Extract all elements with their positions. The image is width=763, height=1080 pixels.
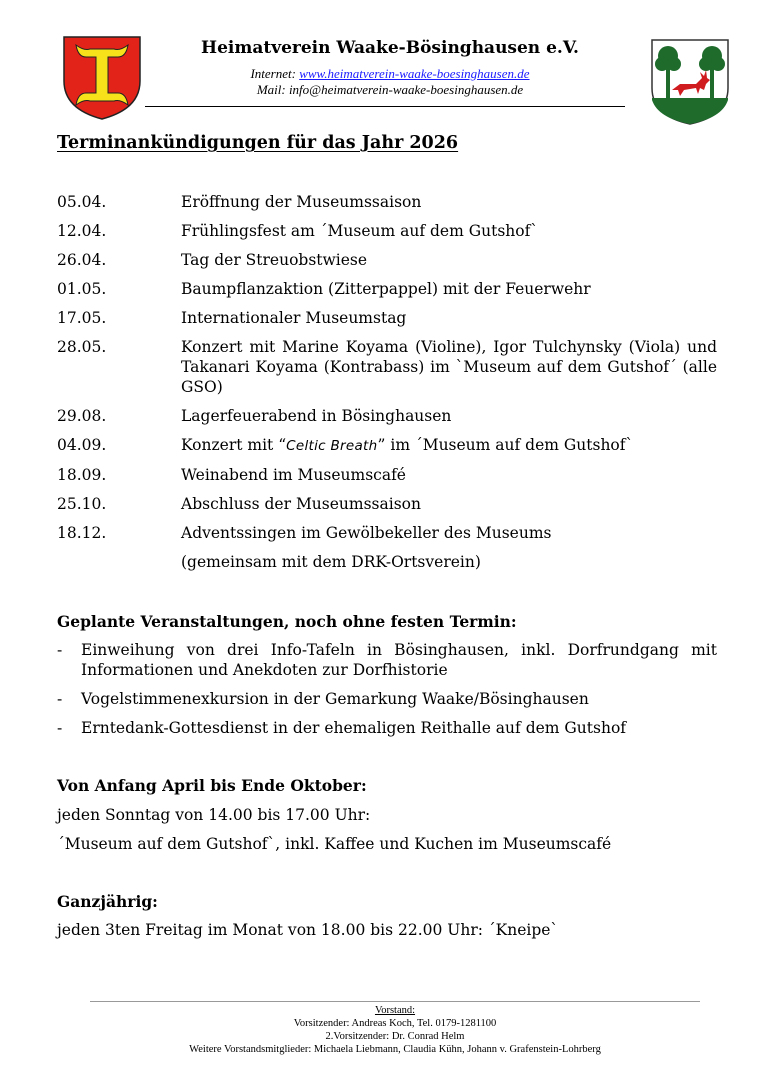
event-text: Internationaler Museumstag <box>181 309 407 327</box>
event-date: 29.08. <box>57 407 107 425</box>
event-text: Frühlingsfest am ´Museum auf dem Gutshof` <box>181 222 539 240</box>
season-description: ´Museum auf dem Gutshof`, inkl. Kaffee und Kuchen im Museumscafé <box>57 835 612 853</box>
event-text: Eröffnung der Museumssaison <box>181 193 422 211</box>
event-text: Baumpflanzaktion (Zitterpappel) mit der Feuerwehr <box>181 280 591 298</box>
mail-line: Mail: info@heimatverein-waake-boesinghausen.de <box>256 82 524 97</box>
event-date: 04.09. <box>57 436 107 454</box>
event-text: Adventssingen im Gewölbekeller des Museums <box>181 524 552 542</box>
event-row <box>57 250 717 270</box>
event-row <box>57 494 717 514</box>
event-row <box>57 192 717 212</box>
event-row <box>57 465 717 485</box>
organization-name: Heimatverein Waake-Bösinghausen e.V. <box>201 38 579 58</box>
dash-bullet: - <box>57 641 63 659</box>
header-divider <box>145 106 625 107</box>
event-text: Tag der Streuobstwiese <box>181 251 368 269</box>
internet-line <box>150 66 630 82</box>
event-text: Abschluss der Museumssaison <box>181 495 421 513</box>
list-item <box>57 689 717 709</box>
footer-vice-chair: 2.Vorsitzender: Dr. Conrad Helm <box>325 1031 465 1042</box>
dash-bullet: - <box>57 690 63 708</box>
list-item-text: Einweihung von drei Info-Tafeln in Bösinghausen, inkl. Dorfrundgang mit Informationen und Anekdoten zur Dorfhistorie <box>81 641 717 679</box>
event-date: 12.04. <box>57 222 107 240</box>
event-date: 28.05. <box>57 338 107 356</box>
footer-members: Weitere Vorstandsmitglieder: Michaela Liebmann, Claudia Kühn, Johann v. Grafenstein-Lohrberg <box>189 1044 601 1055</box>
event-list <box>57 192 717 581</box>
event-row <box>57 279 717 299</box>
event-row <box>57 435 717 456</box>
footer-chair: Vorsitzender: Andreas Koch, Tel. 0179-1281100 <box>293 1018 497 1029</box>
season-schedule: jeden Sonntag von 14.00 bis 17.00 Uhr: <box>57 806 371 824</box>
event-text-block <box>181 523 717 572</box>
event-date: 18.12. <box>57 524 107 542</box>
event-date: 05.04. <box>57 193 107 211</box>
event-date: 25.10. <box>57 495 107 513</box>
event-date: 01.05. <box>57 280 107 298</box>
footer-title: Vorstand: <box>374 1005 416 1016</box>
event-row <box>57 221 717 241</box>
list-item-text: Erntedank-Gottesdienst in der ehemaligen Reithalle auf dem Gutshof <box>81 719 627 737</box>
website-link[interactable]: www.heimatverein-waake-boesinghausen.de <box>299 66 530 81</box>
event-text: Konzert mit Marine Koyama (Violine), Igor Tulchynsky (Viola) und Takanari Koyama (Kontrabass) im `Museum auf dem Gutshof´ (alle GSO) <box>181 338 717 396</box>
event-text-part: Konzert mit “ <box>181 436 287 454</box>
footer <box>90 1004 700 1056</box>
event-row <box>57 337 717 397</box>
list-item-text: Vogelstimmenexkursion in der Gemarkung Waake/Bösinghausen <box>81 690 589 708</box>
event-row <box>57 406 717 426</box>
yearround-heading: Ganzjährig: <box>57 892 158 911</box>
planned-events-list <box>57 640 717 747</box>
event-text <box>181 435 717 456</box>
event-text: Lagerfeuerabend in Bösinghausen <box>181 407 452 425</box>
internet-label: Internet: <box>250 66 300 81</box>
event-text-part: ” im ´Museum auf dem Gutshof` <box>377 436 634 454</box>
list-item <box>57 640 717 680</box>
event-row <box>57 523 717 572</box>
planned-events-heading: Geplante Veranstaltungen, noch ohne festen Termin: <box>57 612 517 631</box>
event-date: 18.09. <box>57 466 107 484</box>
yearround-description: jeden 3ten Freitag im Monat von 18.00 bis 22.00 Uhr: ´Kneipe` <box>57 921 559 939</box>
event-text: Weinabend im Museumscafé <box>181 466 406 484</box>
page-title: Terminankündigungen für das Jahr 2026 <box>57 133 459 153</box>
event-date: 26.04. <box>57 251 107 269</box>
waake-coat-of-arms-icon <box>62 35 142 121</box>
season-heading: Von Anfang April bis Ende Oktober: <box>57 776 367 795</box>
dash-bullet: - <box>57 719 63 737</box>
event-date: 17.05. <box>57 309 107 327</box>
event-text-note: (gemeinsam mit dem DRK-Ortsverein) <box>181 553 481 571</box>
footer-divider <box>90 1001 700 1002</box>
boesinghausen-coat-of-arms-icon <box>650 38 730 126</box>
list-item <box>57 718 717 738</box>
band-name: Celtic Breath <box>286 438 378 454</box>
event-row <box>57 308 717 328</box>
